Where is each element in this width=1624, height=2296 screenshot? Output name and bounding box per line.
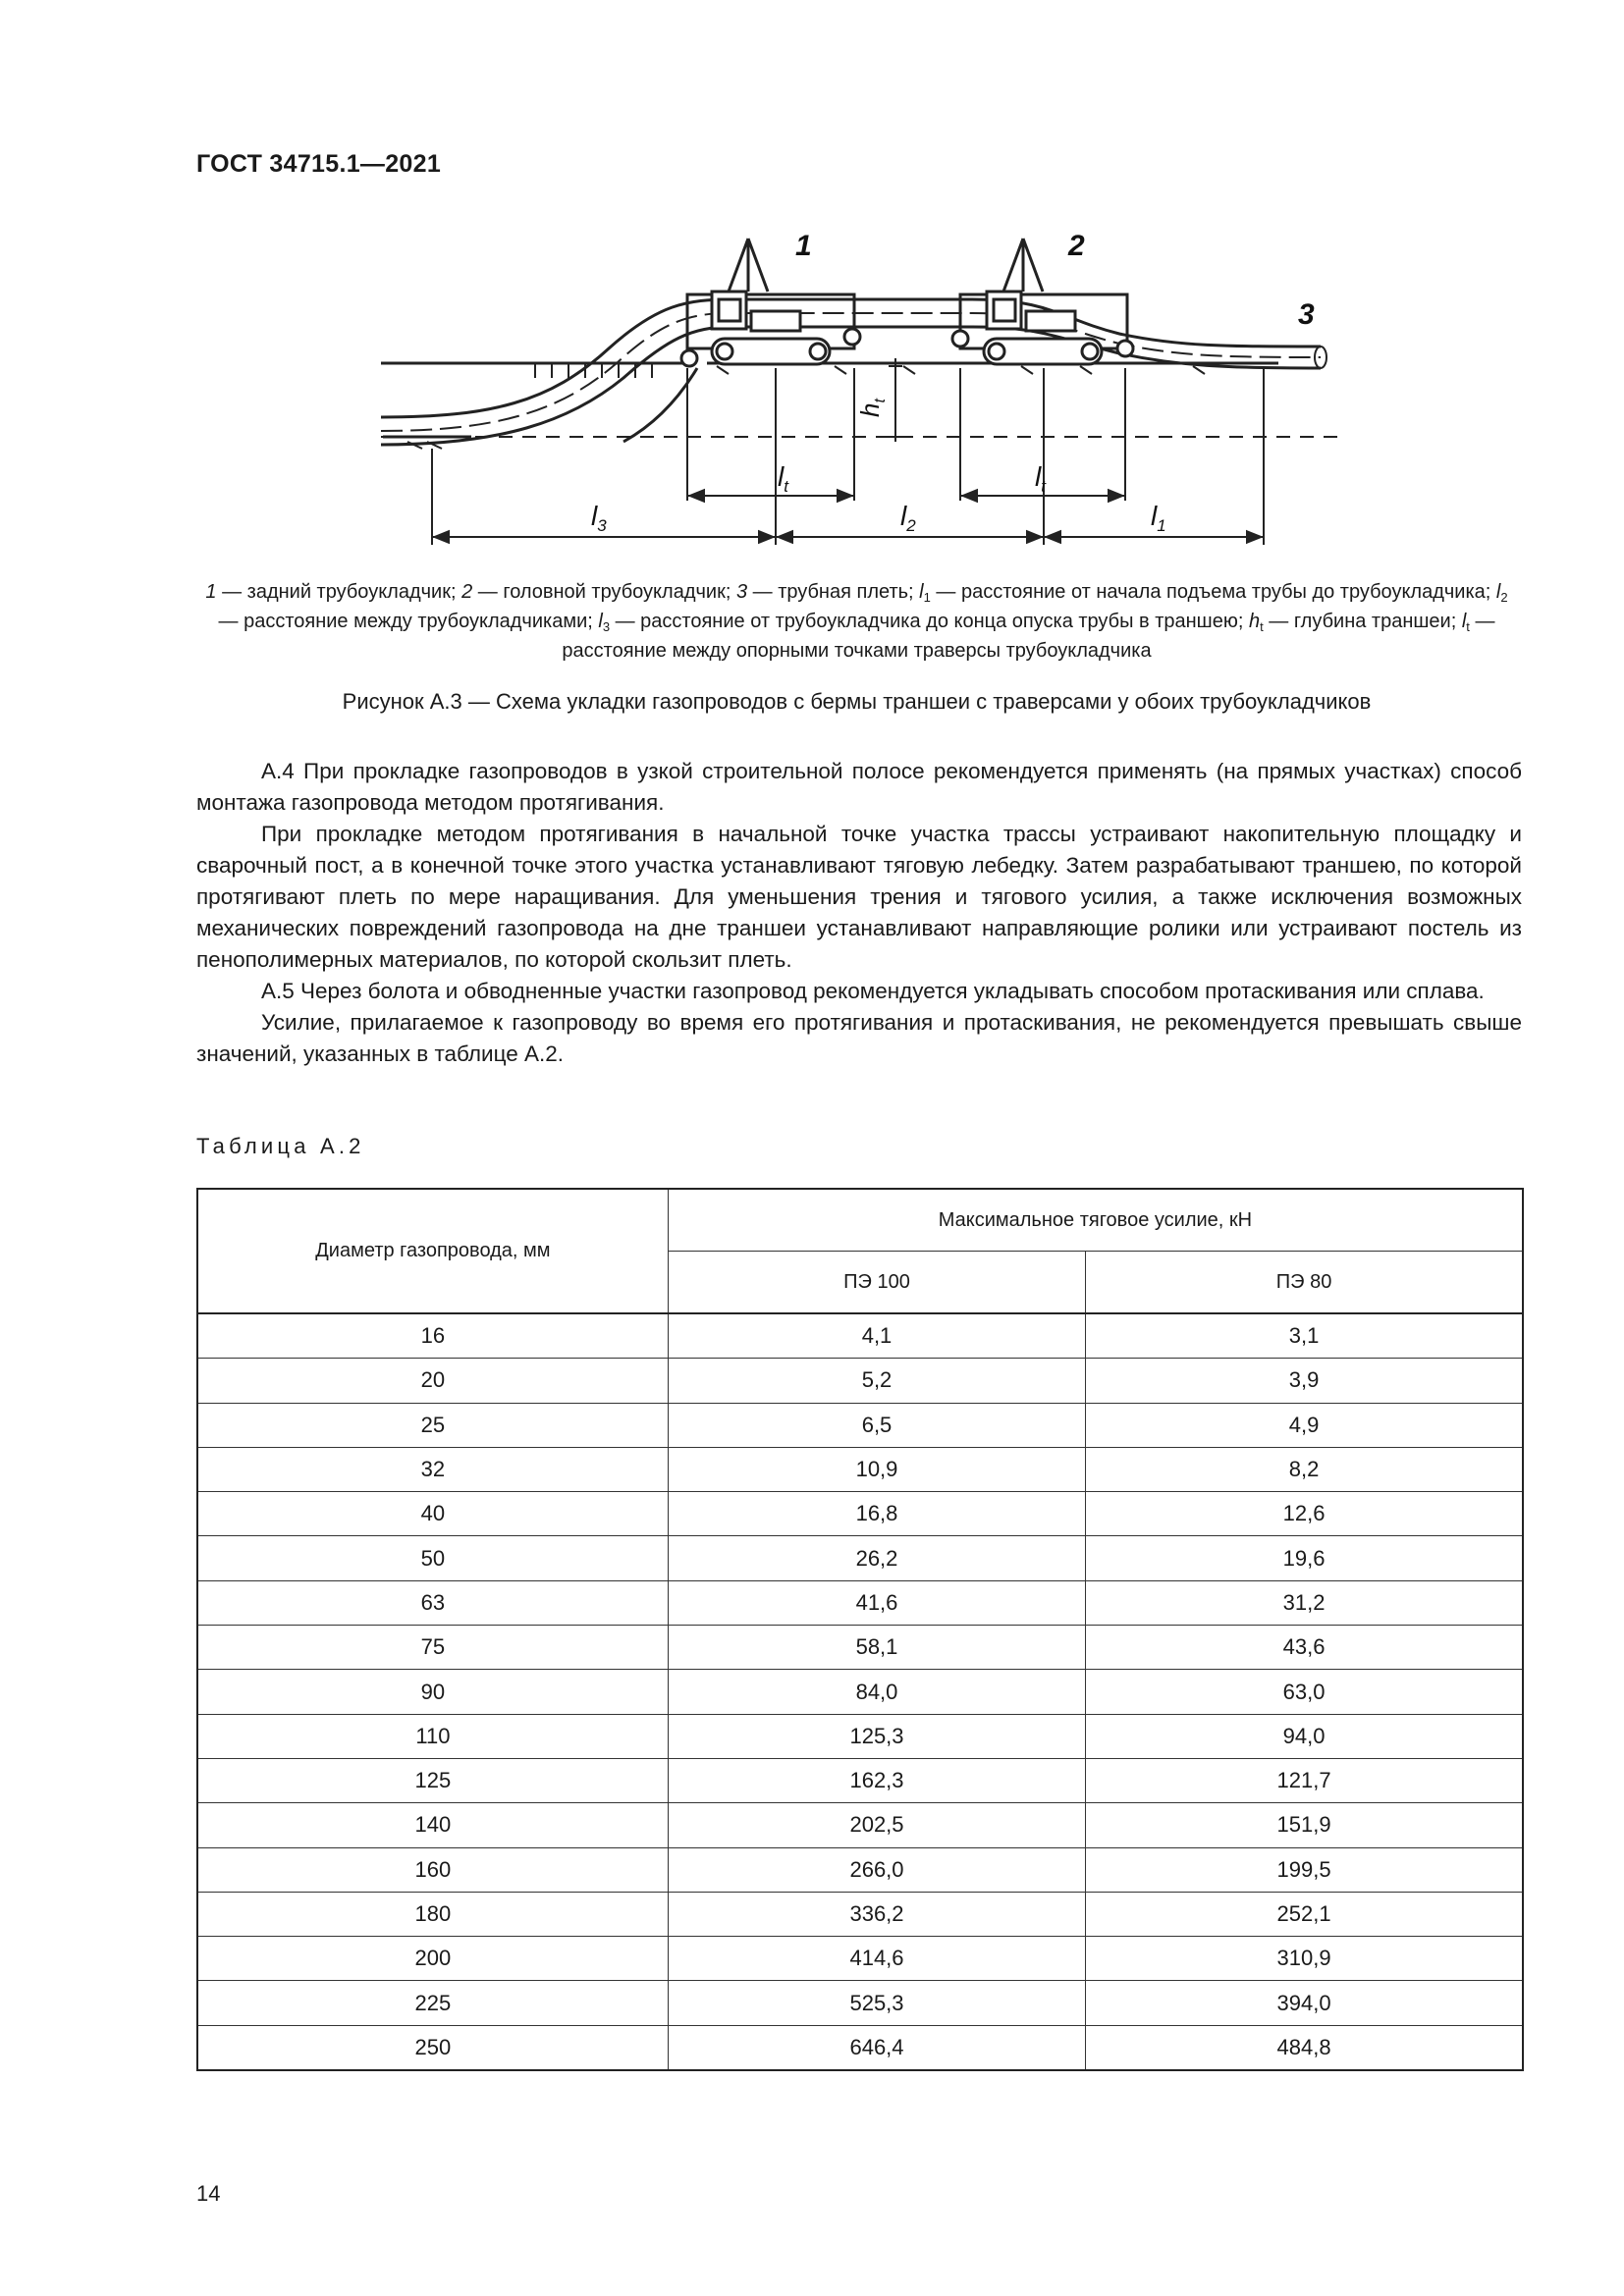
cell-diameter: 32 — [197, 1447, 668, 1491]
cell-diameter: 63 — [197, 1580, 668, 1625]
cell-pe80: 12,6 — [1086, 1492, 1523, 1536]
table-row — [197, 1536, 1523, 1580]
dimension-ht — [889, 358, 902, 442]
table-row — [197, 1892, 1523, 1936]
cell-diameter: 140 — [197, 1803, 668, 1847]
table-row — [197, 1447, 1523, 1491]
table-row — [197, 1492, 1523, 1536]
cell-diameter: 160 — [197, 1847, 668, 1892]
figure-pipelayer-scheme — [373, 221, 1345, 555]
table-caption: Таблица А.2 — [196, 1134, 365, 1158]
pipelayer-2 — [952, 239, 1133, 364]
cell-pe80: 121,7 — [1086, 1758, 1523, 1802]
label-pipe-string: 3 — [1298, 298, 1315, 331]
cell-pe100: 26,2 — [668, 1536, 1085, 1580]
table-row — [197, 1670, 1523, 1714]
header-diameter: Диаметр газопровода, мм — [197, 1189, 668, 1313]
paragraph-pulling-method: При прокладке методом протягивания в начальной точке участка трассы устраивают накопительную площадку и сварочный пост, а в конечной точке этого участка устанавливают тяговую лебедку. Затем разрабатывают траншею, по которой протягивают плеть по мере наращивания. Для уменьшения трения и тягового усилия, а также исключения возможных механических повреждений газопровода на дне траншеи устанавливают направляющие ролики или устраивают постель из пенополимерных материалов, по которой скользит плеть. — [196, 822, 1522, 972]
label-pipelayer-2: 2 — [1068, 230, 1085, 262]
cell-diameter: 16 — [197, 1313, 668, 1359]
table-row — [197, 1981, 1523, 2025]
extension-lines — [432, 368, 1264, 545]
cell-diameter: 75 — [197, 1626, 668, 1670]
page-number: 14 — [196, 2181, 221, 2206]
table-row — [197, 1359, 1523, 1403]
cell-pe80: 94,0 — [1086, 1714, 1523, 1758]
table-row — [197, 1626, 1523, 1670]
cell-pe100: 16,8 — [668, 1492, 1085, 1536]
cell-diameter: 20 — [197, 1359, 668, 1403]
cell-diameter: 110 — [197, 1714, 668, 1758]
cell-pe100: 6,5 — [668, 1403, 1085, 1447]
table-a2 — [196, 1188, 1524, 2071]
table-row — [197, 1403, 1523, 1447]
header-pe100: ПЭ 100 — [668, 1252, 1085, 1314]
figure-drawing — [373, 221, 1345, 555]
cell-diameter: 25 — [197, 1403, 668, 1447]
cell-diameter: 225 — [197, 1981, 668, 2025]
paragraph-force-limit: Усилие, прилагаемое к газопроводу во время его протягивания и протаскивания, не рекомендуется превышать свыше значений, указанных в таблице А.2. — [196, 1010, 1522, 1066]
body-text — [196, 756, 1522, 1070]
table-row — [197, 1714, 1523, 1758]
cell-pe80: 484,8 — [1086, 2025, 1523, 2070]
table-row — [197, 1758, 1523, 1802]
cell-pe100: 5,2 — [668, 1359, 1085, 1403]
cell-diameter: 125 — [197, 1758, 668, 1802]
label-ht: $h_t$ — [855, 399, 889, 417]
ground-hatching — [407, 363, 1205, 449]
cell-pe100: 202,5 — [668, 1803, 1085, 1847]
cell-pe80: 8,2 — [1086, 1447, 1523, 1491]
figure-caption: Рисунок А.3 — Схема укладки газопроводов с бермы траншеи с траверсами у обоих трубоукладчиков — [342, 689, 1372, 714]
table-row — [197, 1937, 1523, 1981]
cell-pe80: 3,9 — [1086, 1359, 1523, 1403]
cell-diameter: 250 — [197, 2025, 668, 2070]
label-lt-left: $l_t$ — [778, 461, 788, 496]
cell-pe80: 3,1 — [1086, 1313, 1523, 1359]
cell-diameter: 180 — [197, 1892, 668, 1936]
cell-pe80: 43,6 — [1086, 1626, 1523, 1670]
cell-pe80: 151,9 — [1086, 1803, 1523, 1847]
cell-pe100: 414,6 — [668, 1937, 1085, 1981]
cell-pe80: 252,1 — [1086, 1892, 1523, 1936]
cell-pe100: 336,2 — [668, 1892, 1085, 1936]
cell-pe100: 646,4 — [668, 2025, 1085, 2070]
trench-slope — [623, 368, 697, 442]
cell-pe80: 31,2 — [1086, 1580, 1523, 1625]
table-row — [197, 1847, 1523, 1892]
cell-diameter: 40 — [197, 1492, 668, 1536]
document-header: ГОСТ 34715.1—2021 — [196, 150, 442, 178]
cell-pe80: 394,0 — [1086, 1981, 1523, 2025]
label-lt-right: $l_t$ — [1035, 461, 1046, 496]
table-row — [197, 2025, 1523, 2070]
table-row — [197, 1803, 1523, 1847]
cell-pe80: 63,0 — [1086, 1670, 1523, 1714]
label-pipelayer-1: 1 — [795, 230, 812, 262]
cell-pe100: 41,6 — [668, 1580, 1085, 1625]
cell-pe80: 4,9 — [1086, 1403, 1523, 1447]
cell-pe100: 162,3 — [668, 1758, 1085, 1802]
label-l3: $l_3$ — [591, 501, 607, 535]
cell-pe100: 125,3 — [668, 1714, 1085, 1758]
dimension-lines — [432, 496, 1264, 537]
cell-pe100: 10,9 — [668, 1447, 1085, 1491]
table-row — [197, 1580, 1523, 1625]
label-l2: $l_2$ — [900, 501, 916, 535]
table-row — [197, 1313, 1523, 1359]
cell-pe100: 58,1 — [668, 1626, 1085, 1670]
cell-pe100: 525,3 — [668, 1981, 1085, 2025]
cell-pe80: 199,5 — [1086, 1847, 1523, 1892]
paragraph-a5: А.5 Через болота и обводненные участки газопровод рекомендуется укладывать способом протаскивания или сплава. — [261, 979, 1485, 1003]
cell-pe80: 310,9 — [1086, 1937, 1523, 1981]
cell-diameter: 50 — [197, 1536, 668, 1580]
label-l1: $l_1$ — [1151, 501, 1166, 535]
cell-diameter: 90 — [197, 1670, 668, 1714]
cell-pe100: 4,1 — [668, 1313, 1085, 1359]
paragraph-a4: А.4 При прокладке газопроводов в узкой строительной полосе рекомендуется применять (на прямых участках) способ монтажа газопровода методом протягивания. — [196, 759, 1522, 815]
cell-pe80: 19,6 — [1086, 1536, 1523, 1580]
cell-diameter: 200 — [197, 1937, 668, 1981]
pipelayer-1 — [681, 239, 860, 366]
figure-legend: 1 — задний трубоукладчик; 2 — головной трубоукладчик; 3 — трубная плеть; $l_1$ — расстояние от начала подъема трубы до трубоукладчика; $l_2$ — расстояние между трубоукладчиками; $l_3$ — расстояние от трубоукладчика до конца опуска трубы в траншею; $h_t$ — глубина траншеи; $l_t$ — расстояние между опорными точками траверсы трубоукладчика — [205, 581, 1508, 662]
cell-pe100: 84,0 — [668, 1670, 1085, 1714]
cell-pe100: 266,0 — [668, 1847, 1085, 1892]
header-pe80: ПЭ 80 — [1086, 1252, 1523, 1314]
header-max-force: Максимальное тяговое усилие, кН — [668, 1189, 1523, 1252]
